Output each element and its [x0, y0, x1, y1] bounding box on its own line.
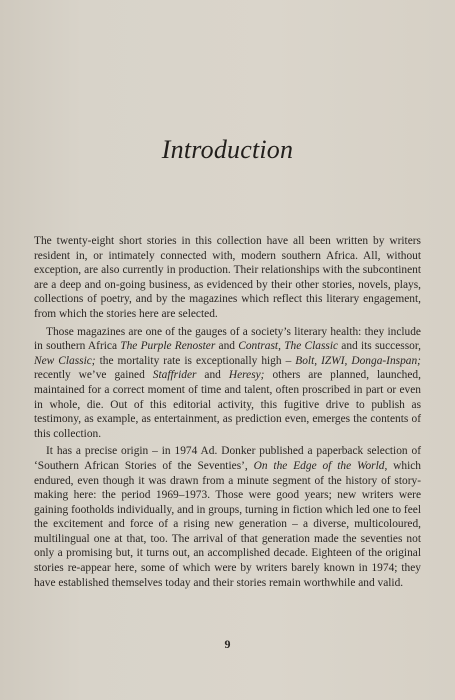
book-title: On the Edge of the World	[253, 459, 385, 472]
text-run: It has a precise origin – in 1974 Ad. Donker published a paperback selection of ‘Southern African Stories of the Seventies’,	[34, 445, 421, 472]
magazine-title: The Classic	[284, 340, 339, 353]
magazine-title: Bolt, IZWI, Donga-Inspan;	[295, 354, 421, 367]
page-number: 9	[224, 637, 231, 651]
text-run: and	[196, 369, 229, 382]
magazine-title: Contrast	[238, 340, 279, 353]
text-run: , which endured, even though it was drawn from a minute segment of the history of story-making here: the period 1969–1973. Those were good years; new writers were gaining footholds individually, and in groups, turning in fiction which led one to feel the excitement and force of a rising new generation – a diverse, multicoloured, multilingual one at that, too. The arrival of that generation made the seventies not only a promising but, it turns out, an accomplished decade. Eighteen of the original stories re-appear here, some of which were by writers barely known in 1974; they have established themselves today and their stories remain worthwhile and valid.	[34, 459, 421, 589]
chapter-title: Introduction	[161, 135, 294, 164]
text-run: others are planned, launched, maintained for a correct moment of time and talent, often proscribed in part or even in whole, die. Out of this editorial activity, this fugitive drive to publish as testimony, as example, as entertainment, as prediction even, emerges the contents of this collection.	[34, 369, 421, 440]
text-run: the mortality rate is exceptionally high –	[95, 354, 296, 367]
text-run: and its successor,	[338, 340, 422, 353]
magazine-title: Staffrider	[152, 369, 197, 382]
text-run: recently we’ve gained	[34, 369, 153, 382]
magazine-title: The Purple Renoster	[120, 340, 216, 353]
magazine-title: New Classic;	[34, 354, 96, 367]
paragraph-1: The twenty-eight short stories in this collection have all been written by writers resident in, or intimately connected with, modern southern Africa. All, without exception, are also currently in production. Their relationships with the subcontinent are a deep and on-going business, as evidenced by their other stories, novels, plays, collections of poetry, and by the magazines which reflect this literary engagement, from which the stories here are selected.	[34, 235, 421, 320]
paragraph-2	[34, 325, 421, 442]
text-run: Those magazines are one of the gauges of a society’s literary health: they include in southern Africa	[34, 325, 421, 353]
body-text	[34, 234, 421, 593]
magazine-title: Heresy;	[228, 369, 265, 382]
text-run: ,	[278, 340, 285, 353]
paragraph-3	[34, 444, 421, 590]
text-run: and	[215, 340, 239, 353]
